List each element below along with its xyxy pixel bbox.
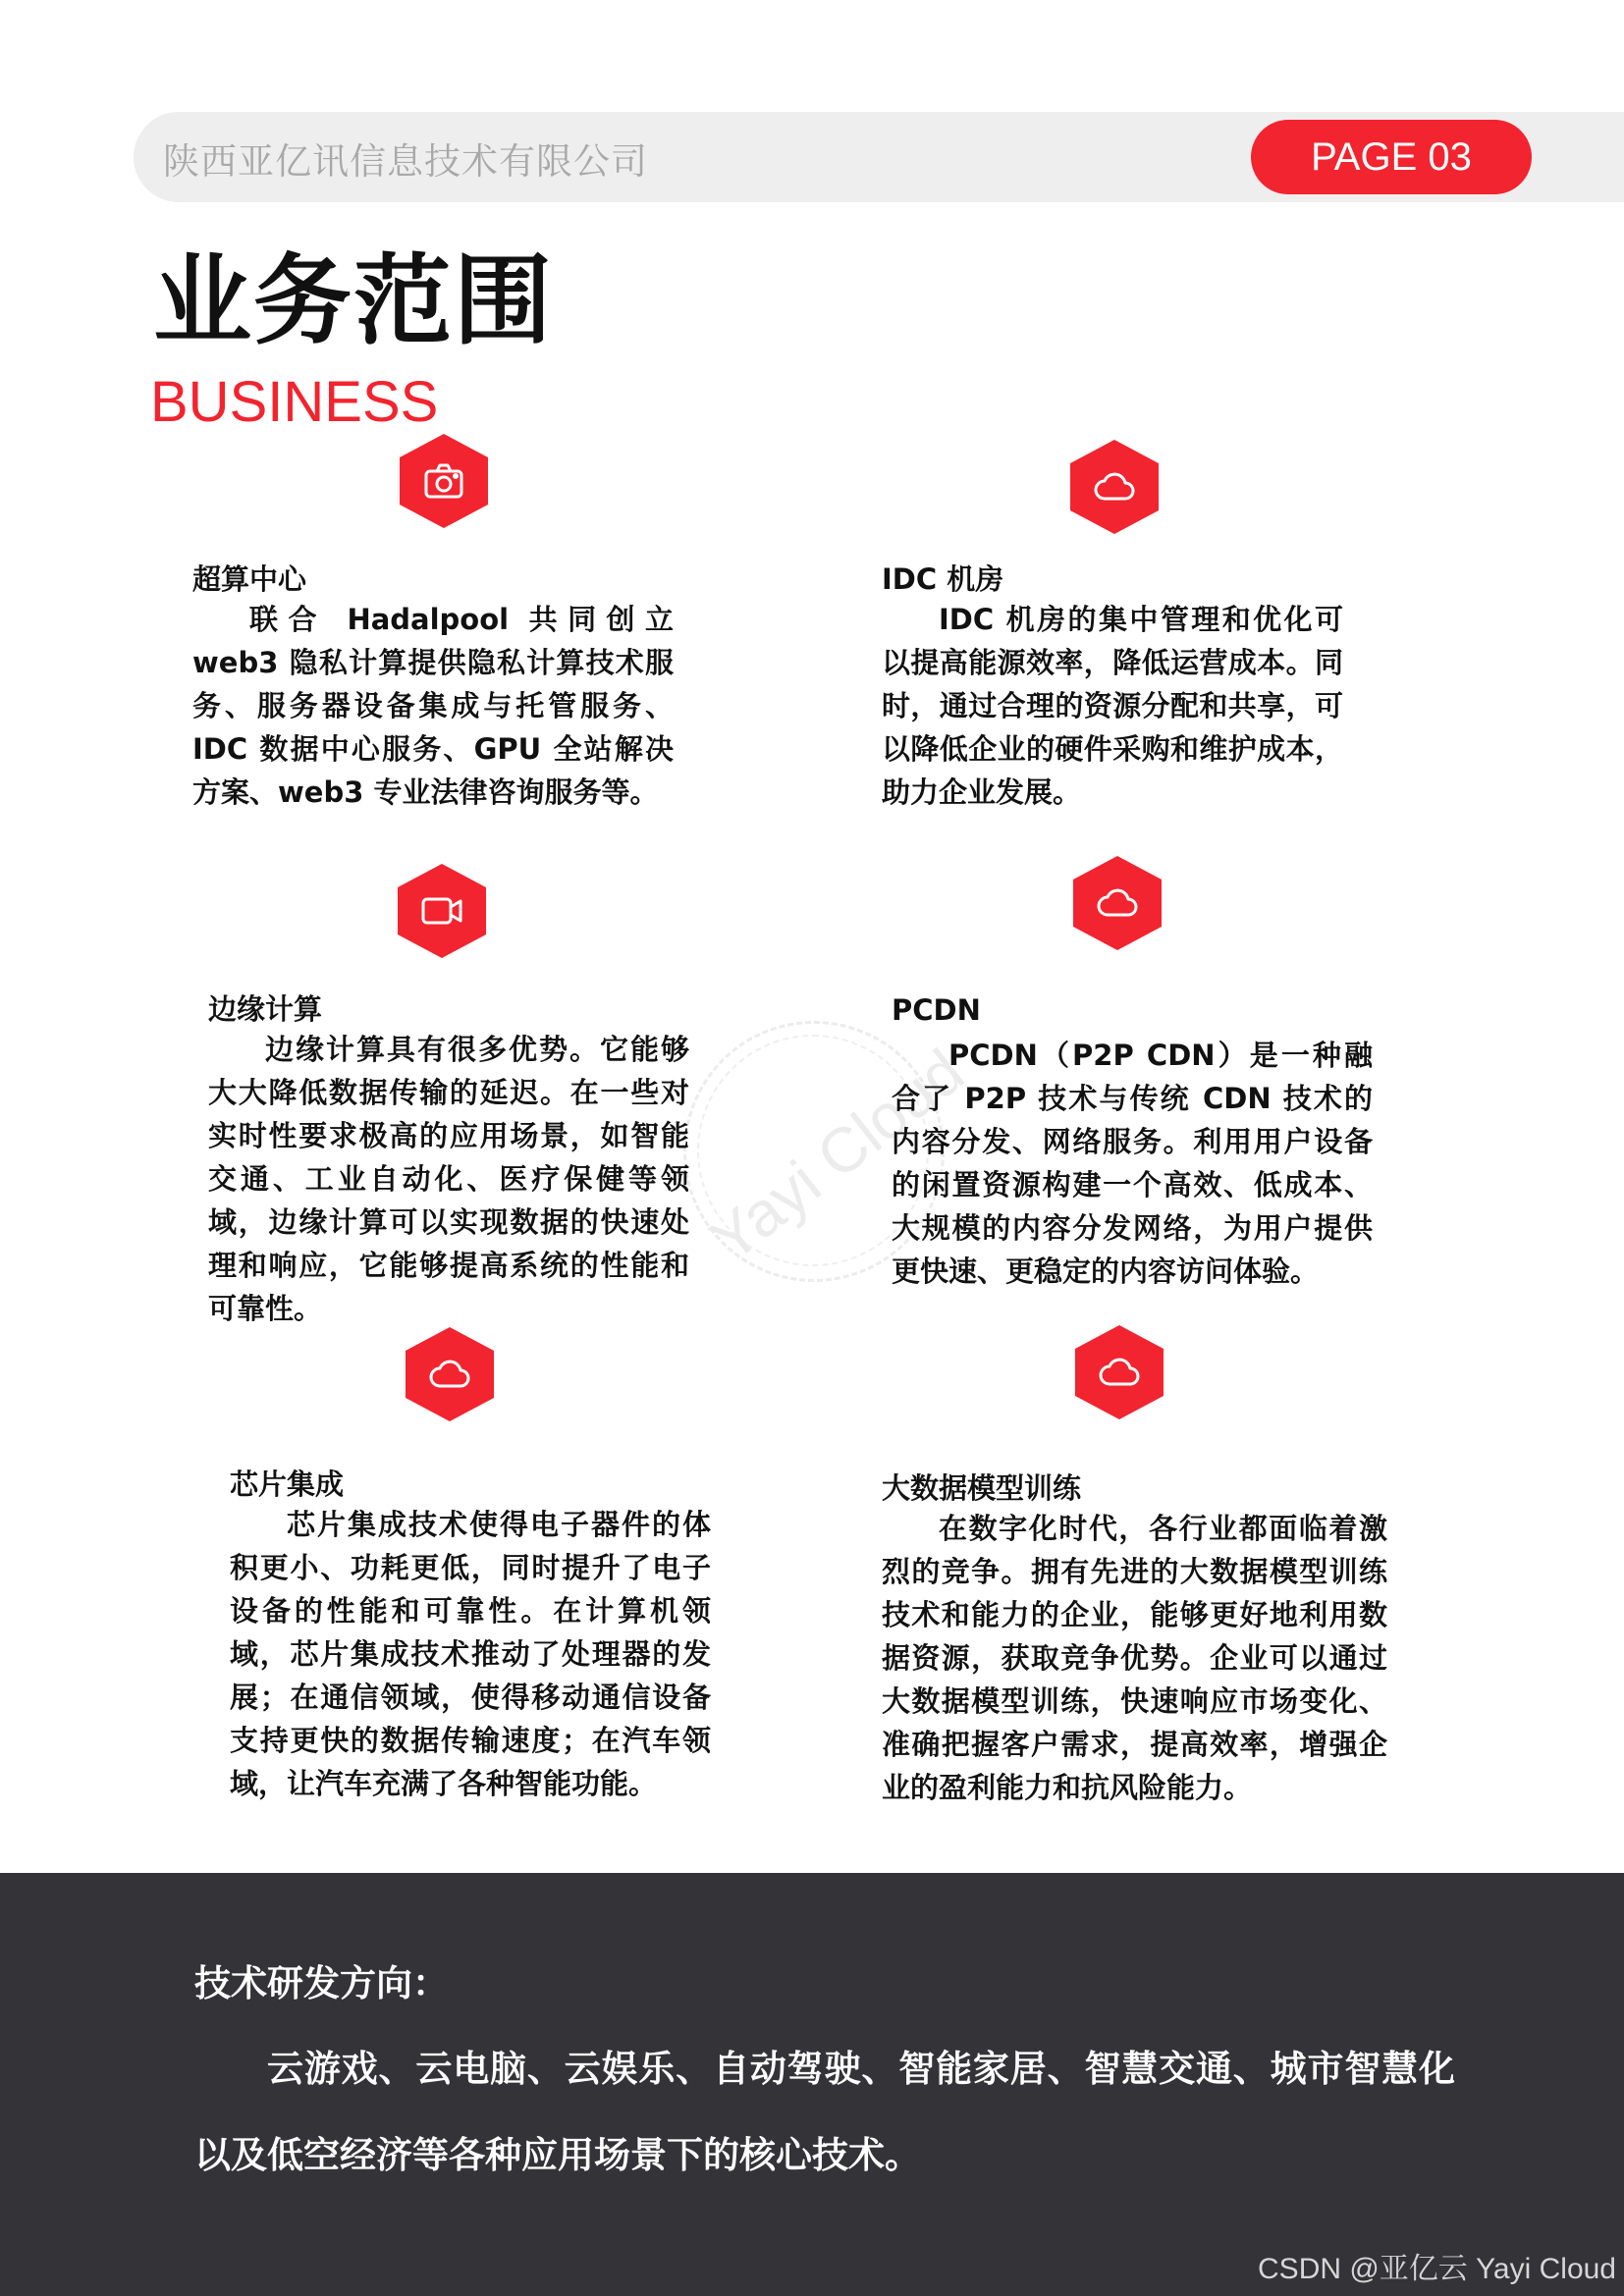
camera-icon — [400, 434, 488, 528]
source-credit: CSDN @亚亿云 Yayi Cloud — [1258, 2253, 1616, 2285]
watermark-text: Yayi Cloud — [697, 1035, 977, 1276]
company-name: 陕西亚亿讯信息技术有限公司 — [163, 140, 648, 183]
section-title-big-data-training: 大数据模型训练 — [882, 1471, 1082, 1505]
section-body-supercomputing: 联合 Hadalpool 共同创立 web3 隐私计算提供隐私计算技术服务、服务器设备集成与托管服务、IDC 数据中心服务、GPU 全站解决方案、web3 专业法律咨询服务等。 — [192, 603, 674, 809]
section-title-pcdn: PCDN — [892, 993, 981, 1027]
cloud-icon — [1075, 1325, 1164, 1419]
section-title-edge-computing: 边缘计算 — [208, 992, 323, 1026]
section-title-idc: IDC 机房 — [882, 562, 1004, 596]
section-body-pcdn: PCDN（P2P CDN）是一种融合了 P2P 技术与传统 CDN 技术的内容分发、网络服务。利用用户设备的闲置资源构建一个高效、低成本、大规模的内容分发网络，为用户提供更快速、更稳定的内容访问体验。 — [892, 1039, 1373, 1288]
page-number-badge: PAGE 03 — [1251, 120, 1532, 194]
video-camera-icon — [398, 864, 486, 958]
page-title: 业务范围 — [153, 243, 554, 358]
cloud-icon — [1070, 440, 1159, 534]
cloud-icon — [1073, 856, 1162, 950]
section-body-edge-computing: 边缘计算具有很多优势。它能够大大降低数据传输的延迟。在一些对实时性要求极高的应用场景，如智能交通、工业自动化、医疗保健等领域，边缘计算可以实现数据的快速处理和响应，它能够提高系统的性能和可靠性。 — [208, 1033, 689, 1325]
footer-body: 云游戏、云电脑、云娱乐、自动驾驶、智能家居、智慧交通、城市智慧化以及低空经济等各种应用场景下的核心技术。 — [194, 2048, 1455, 2176]
section-title-supercomputing: 超算中心 — [192, 562, 307, 596]
section-body-chip-integration: 芯片集成技术使得电子器件的体积更小、功耗更低，同时提升了电子设备的性能和可靠性。在计算机领域，芯片集成技术推动了处理器的发展；在通信领域，使得移动通信设备支持更快的数据传输速度；在汽车领域，让汽车充满了各种智能功能。 — [230, 1508, 711, 1800]
section-body-big-data-training: 在数字化时代，各行业都面临着激烈的竞争。拥有先进的大数据模型训练技术和能力的企业，能够更好地利用数据资源，获取竞争优势。企业可以通过大数据模型训练，快速响应市场变化、准确把握客户需求，提高效率，增强企业的盈利能力和抗风险能力。 — [882, 1512, 1387, 1804]
page-subtitle: BUSINESS — [150, 370, 439, 434]
section-title-chip-integration: 芯片集成 — [230, 1468, 345, 1501]
cloud-icon — [406, 1327, 494, 1421]
footer-title: 技术研发方向： — [194, 1962, 449, 2004]
section-body-idc: IDC 机房的集中管理和优化可以提高能源效率，降低运营成本。同时，通过合理的资源分配和共享，可以降低企业的硬件采购和维护成本，助力企业发展。 — [882, 603, 1343, 809]
